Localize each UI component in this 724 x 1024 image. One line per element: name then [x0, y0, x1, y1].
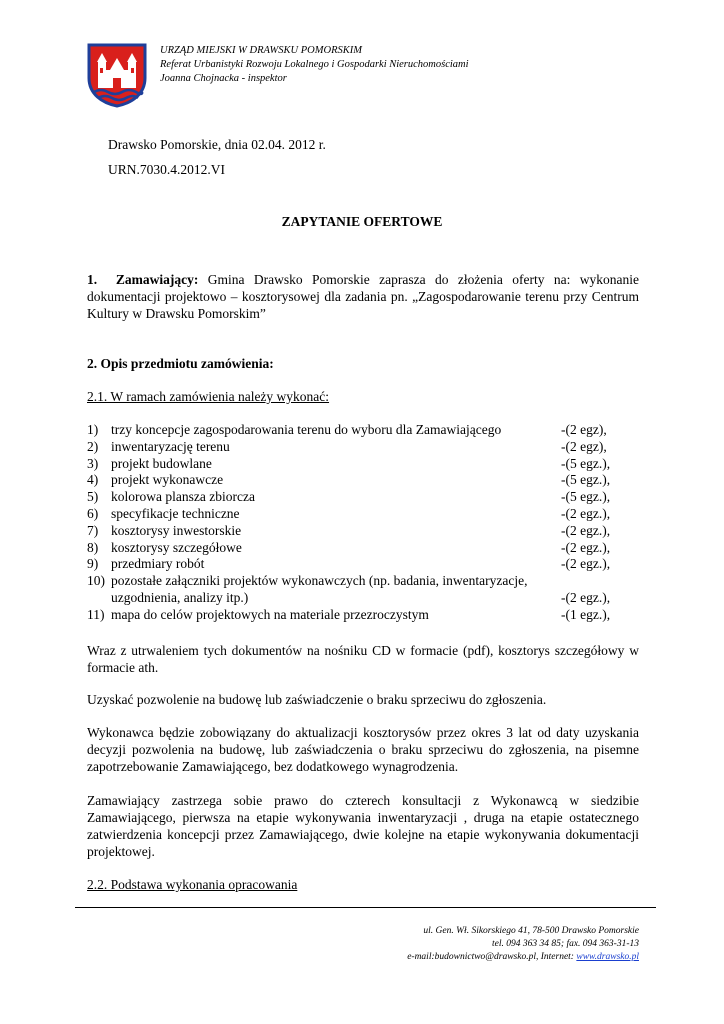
town-coat-of-arms-icon: [86, 42, 148, 108]
section-2-heading: 2. Opis przedmiotu zamówienia:: [87, 356, 274, 371]
cd-format-paragraph: Wraz z utrwaleniem tych dokumentów na nośniku CD w formacie (pdf), kosztorys szczegółowy w formacie ath.: [87, 643, 639, 675]
contact-person: Joanna Chojnacka - inspektor: [160, 73, 287, 84]
deliverables-list: [87, 422, 647, 624]
website-link[interactable]: www.drawsko.pl: [576, 952, 639, 962]
office-name: URZĄD MIEJSKI W DRAWSKU POMORSKIM: [160, 45, 362, 56]
department-name: Referat Urbanistyki Rozwoju Lokalnego i Gospodarki Nieruchomościami: [160, 59, 469, 70]
section-1-paragraph: [87, 271, 639, 322]
list-item: 10) pozostałe załączniki projektów wykonawczych (np. badania, inwentaryzacje,: [87, 573, 528, 589]
footer-address: ul. Gen. Wł. Sikorskiego 41, 78-500 Drawsko Pomorskie: [423, 926, 639, 936]
consultations-paragraph: Zamawiający zastrzega sobie prawo do czterech konsultacji z Wykonawcą w siedzibie Zamawiającego, pierwsza na etapie wykonywania inwentaryzacji , druga na etapie ostatecznego zatwierdzenia koncepcji przez Zamawiającego, dwie kolejne na etapie wykonywania dokumentacji projektowej.: [87, 793, 639, 859]
list-item: 1) trzy koncepcje zagospodarowania terenu do wyboru dla Zamawiającego -(2 egz),: [87, 422, 607, 437]
document-title: ZAPYTANIE OFERTOWE: [281, 214, 443, 229]
list-item: 4) projekt wykonawcze -(5 egz.),: [87, 472, 611, 488]
list-item: 2) inwentaryzację terenu -(2 egz),: [87, 438, 607, 454]
footer-divider: [75, 907, 656, 908]
section-1-label: Zamawiający:: [115, 272, 199, 287]
list-item: 7) kosztorysy inwestorskie -(2 egz.),: [87, 522, 611, 538]
list-item: 3) projekt budowlane -(5 egz.),: [87, 455, 611, 471]
footer-phone: tel. 094 363 34 85; fax. 094 363-31-13: [492, 939, 639, 949]
cost-update-paragraph: Wykonawca będzie zobowiązany do aktualizacji kosztorysów przez okres 3 lat od daty uzyskania decyzji pozwolenia na budowę, lub zaświadczenia o braku sprzeciwu do zgłoszenia, na pisemne zapotrzebowanie Zamawiającego, bez dodatkowego wynagrodzenia.: [87, 725, 639, 774]
date-line: Drawsko Pomorskie, dnia 02.04. 2012 r.: [108, 137, 326, 152]
subsection-2-1-heading: 2.1. W ramach zamówienia należy wykonać:: [87, 389, 330, 404]
list-item-continuation: uzgodnienia, analizy itp.) -(2 egz.),: [111, 589, 611, 605]
footer-contact: [300, 951, 639, 964]
list-item: 6) specyfikacje techniczne -(2 egz.),: [87, 505, 611, 521]
section-1-number: 1.: [87, 272, 98, 287]
list-item: 8) kosztorysy szczegółowe -(2 egz.),: [87, 539, 611, 555]
section-1-text: Gmina Drawsko Pomorskie zaprasza do złożenia oferty na: wykonanie dokumentacji projektowo – kosztorysowej dla zadania pn. „Zagospodarowanie terenu przy Centrum Kultury w Drawsku Pomorskim”: [87, 272, 640, 321]
subsection-2-2-heading: 2.2. Podstawa wykonania opracowania: [87, 877, 298, 892]
list-item: 9) przedmiary robót -(2 egz.),: [87, 556, 611, 572]
footer-email: e-mail:budownictwo@drawsko.pl, Internet:: [407, 952, 577, 962]
list-item: 5) kolorowa plansza zbiorcza -(5 egz.),: [87, 489, 611, 505]
reference-number: URN.7030.4.2012.VI: [108, 162, 225, 177]
list-item: 11) mapa do celów projektowych na materiale przezroczystym -(1 egz.),: [87, 606, 611, 622]
permit-paragraph: Uzyskać pozwolenie na budowę lub zaświadczenie o braku sprzeciwu do zgłoszenia.: [87, 692, 547, 707]
